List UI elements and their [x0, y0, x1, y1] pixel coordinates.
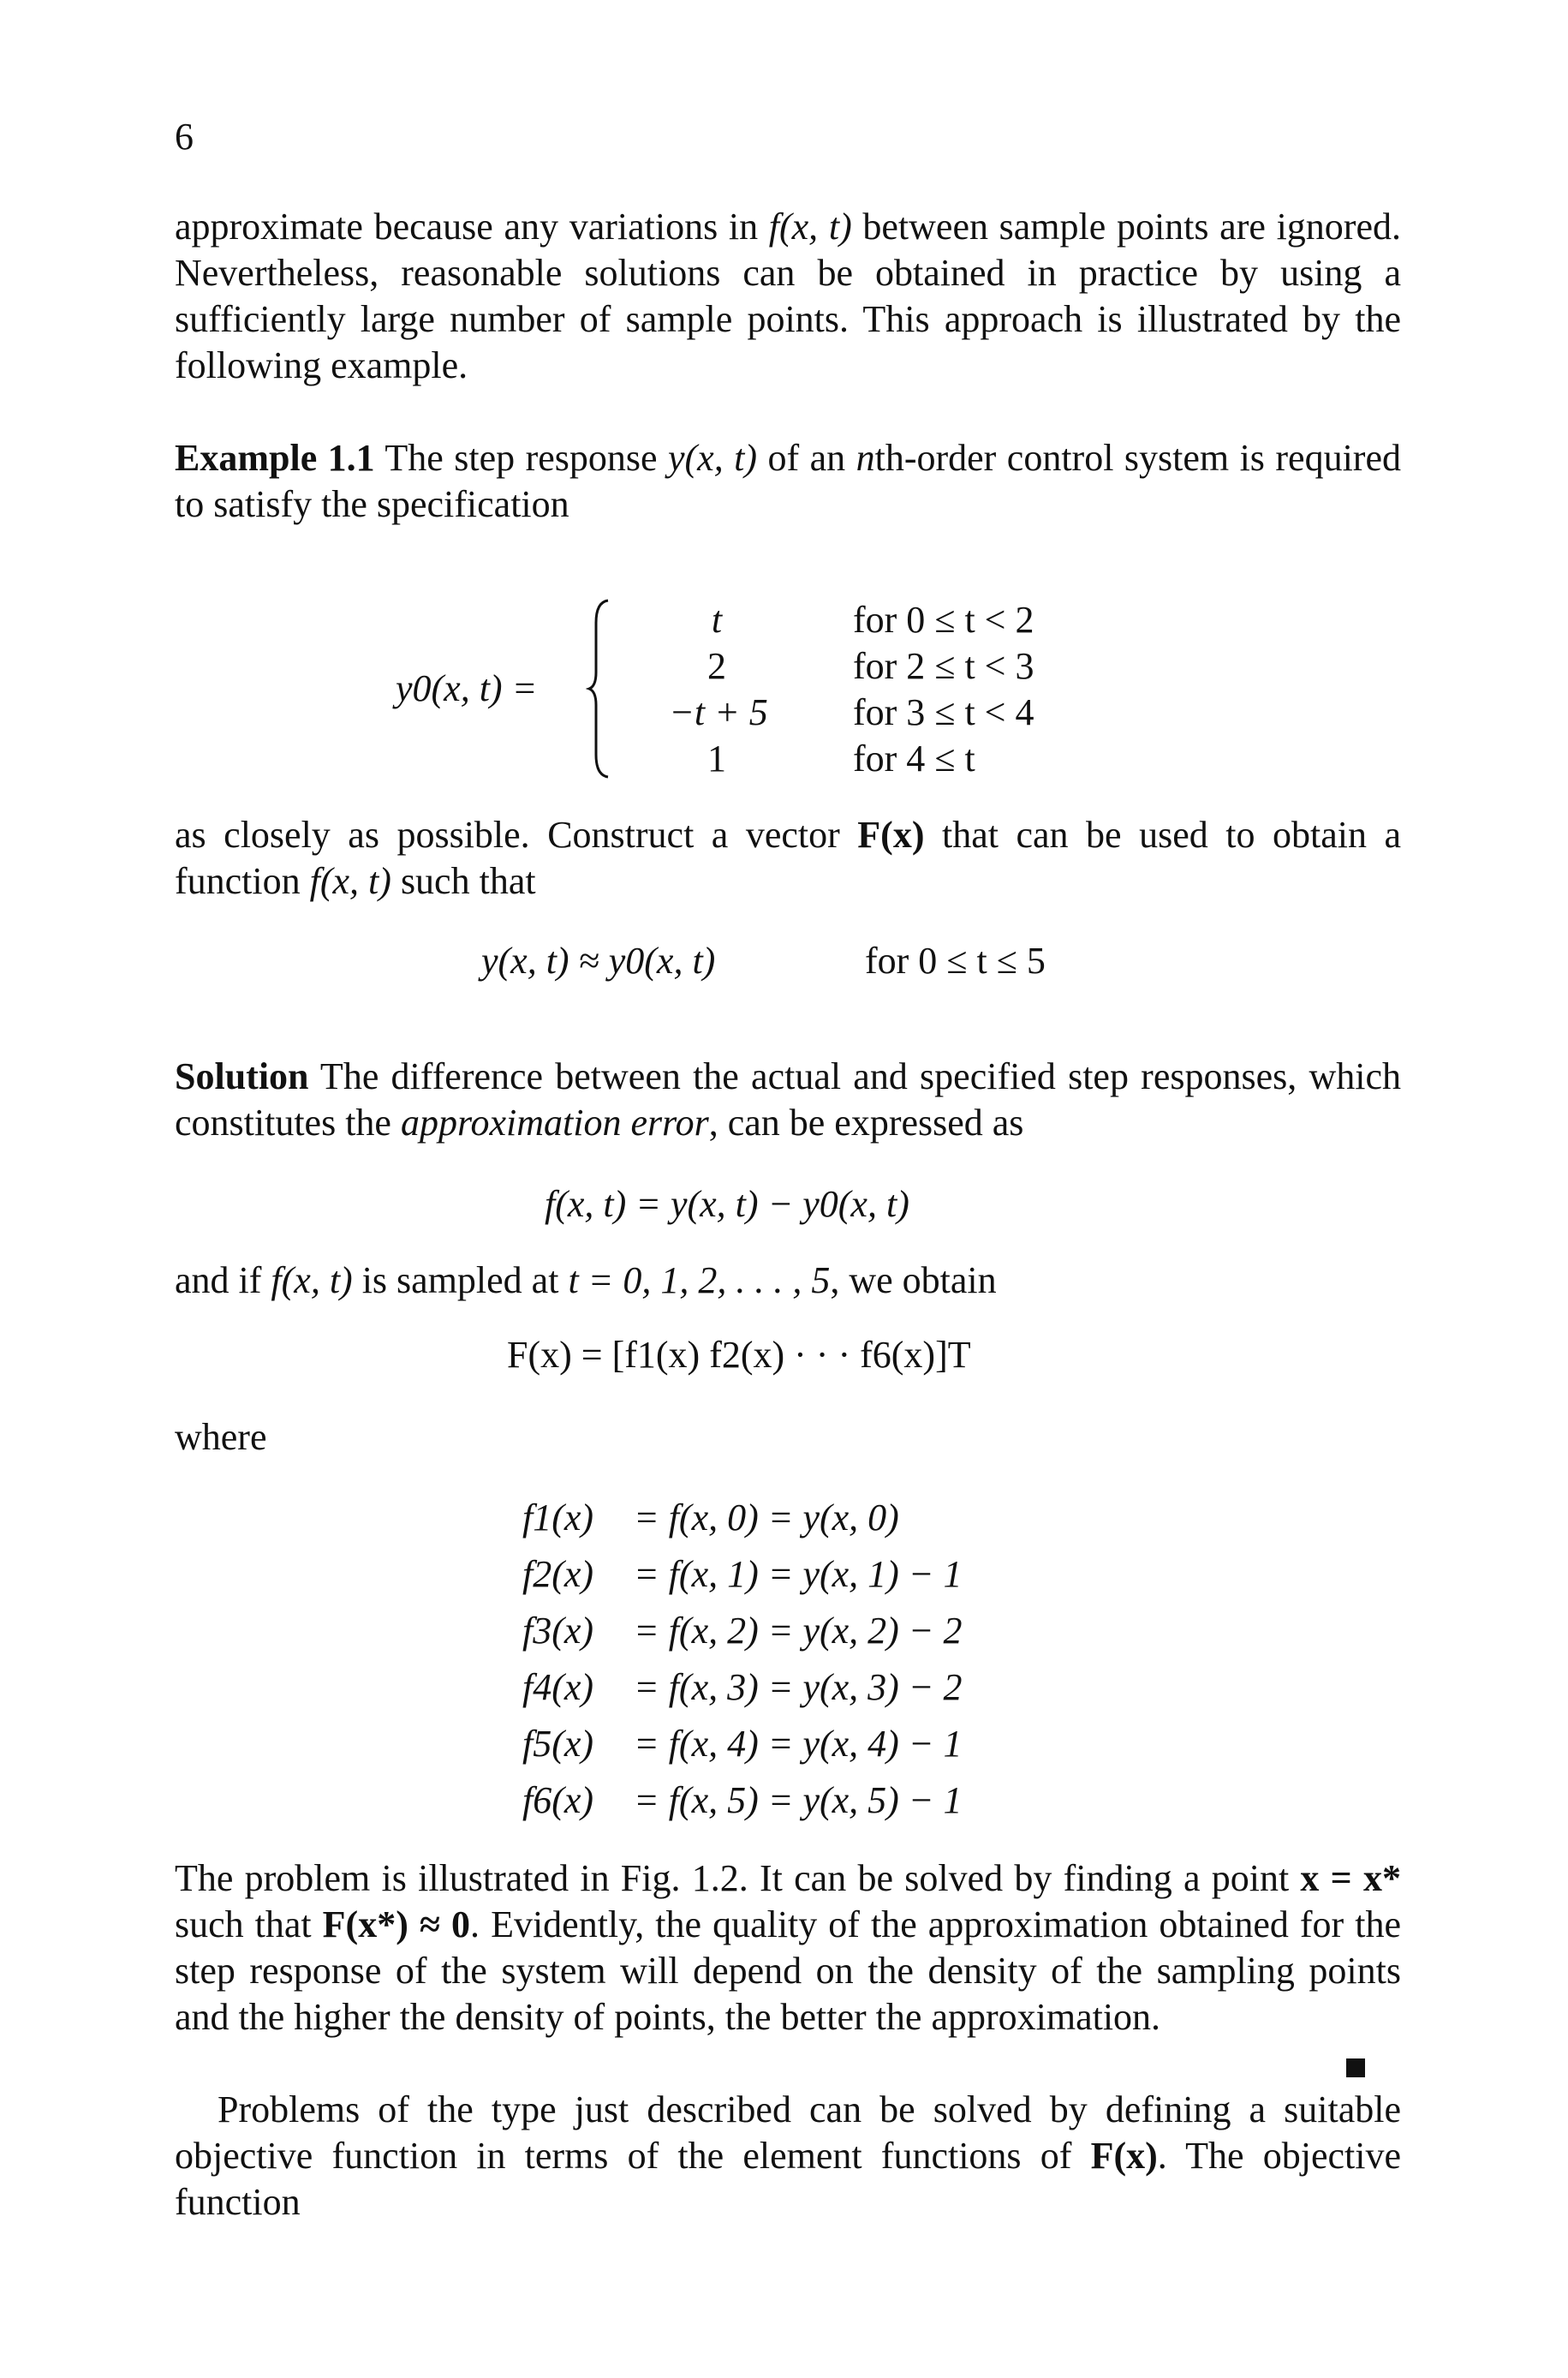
component-rhs: = f(x, 2) = y(x, 2) − 2	[634, 1610, 963, 1652]
case-condition: for 2 ≤ t < 3	[853, 645, 1034, 687]
component-lhs: f4(x)	[522, 1666, 594, 1708]
page-number: 6	[175, 116, 194, 158]
component-lhs: f5(x)	[522, 1723, 594, 1765]
component-rhs: = f(x, 5) = y(x, 5) − 1	[634, 1779, 963, 1821]
text: th-order control system is required to satisfy the specification	[175, 437, 1401, 525]
text: The step response	[374, 437, 668, 479]
case-value: −t + 5	[669, 691, 768, 733]
approximation-equation: y(x, t) ≈ y0(x, t)	[481, 940, 716, 982]
case-value: 1	[707, 738, 726, 780]
math-inline: f(x, t)	[271, 1259, 353, 1301]
example-label: Example 1.1	[175, 437, 375, 479]
text: , we obtain	[830, 1259, 997, 1301]
component-lhs: f6(x)	[522, 1779, 594, 1821]
left-brace-icon	[586, 597, 611, 780]
emphasis: approximation error	[400, 1102, 709, 1144]
text: approximate because any variations in	[175, 206, 769, 248]
case-condition: for 0 ≤ t < 2	[853, 599, 1034, 641]
piecewise-lhs: y0(x, t) =	[396, 667, 538, 709]
component-lhs: f1(x)	[522, 1497, 594, 1539]
text: The problem is illustrated in Fig. 1.2. It can be solved by finding a point	[175, 1857, 1301, 1899]
text: such that	[175, 1903, 323, 1945]
case-value: t	[711, 599, 723, 641]
text: between sample points are ignored. Nevertheless, reasonable solutions can be obtained in practice by using a sufficiently large number of sample points. This approach is illustrated by the following example.	[175, 206, 1401, 386]
paragraph-intro	[175, 204, 1401, 389]
error-equation: f(x, t) = y(x, t) − y0(x, t)	[545, 1183, 909, 1225]
text: , can be expressed as	[708, 1102, 1024, 1144]
component-rhs: = f(x, 1) = y(x, 1) − 1	[634, 1553, 963, 1595]
paragraph-problem	[175, 1855, 1401, 2040]
component-rhs: = f(x, 0) = y(x, 0)	[634, 1497, 899, 1539]
example-statement	[175, 435, 1401, 528]
math-inline: t = 0, 1, 2, . . . , 5	[568, 1259, 831, 1301]
case-condition: for 3 ≤ t < 4	[853, 691, 1034, 733]
component-rhs: = f(x, 4) = y(x, 4) − 1	[634, 1723, 963, 1765]
where-label: where	[175, 1416, 267, 1458]
vector-equation: F(x) = [f1(x) f2(x) · · · f6(x)]T	[507, 1334, 971, 1376]
component-rhs: = f(x, 3) = y(x, 3) − 2	[634, 1666, 963, 1708]
math-inline: F(x)	[1090, 2135, 1158, 2177]
text: as closely as possible. Construct a vector	[175, 814, 858, 856]
text: that can be used to obtain a function	[175, 814, 1401, 902]
solution-paragraph	[175, 1054, 1401, 1146]
component-lhs: f3(x)	[522, 1610, 594, 1652]
text: such that	[391, 860, 536, 902]
math-inline: f(x, t)	[768, 206, 852, 248]
paragraph-construct	[175, 812, 1401, 905]
text: . Evidently, the quality of the approximation obtained for the step response of the system will depend on the density of the sampling points and the higher the density of points, the better the approximation.	[175, 1903, 1401, 2038]
text: and if	[175, 1259, 271, 1301]
end-of-proof-square	[1346, 2058, 1365, 2077]
math-inline: n	[856, 437, 875, 479]
case-value: 2	[707, 645, 726, 687]
math-inline: F(x*) ≈ 0	[322, 1903, 471, 1945]
text: . The objective function	[175, 2135, 1401, 2223]
text: The difference between the actual and specified step responses, which constitutes the	[175, 1055, 1401, 1144]
text: Problems of the type just described can be solved by defining a suitable objective function in terms of the element functions of	[175, 2088, 1401, 2177]
math-inline: f(x, t)	[309, 860, 391, 902]
case-condition: for 4 ≤ t	[853, 738, 975, 780]
paragraph-sampled	[175, 1258, 1401, 1304]
text: is sampled at	[352, 1259, 569, 1301]
math-inline: F(x)	[857, 814, 925, 856]
paragraph-objective	[175, 2087, 1401, 2226]
text: of an	[757, 437, 856, 479]
math-inline: x = x*	[1300, 1857, 1401, 1899]
solution-label: Solution	[175, 1055, 309, 1097]
component-lhs: f2(x)	[522, 1553, 594, 1595]
math-inline: y(x, t)	[667, 437, 758, 479]
approximation-condition: for 0 ≤ t ≤ 5	[865, 940, 1046, 982]
